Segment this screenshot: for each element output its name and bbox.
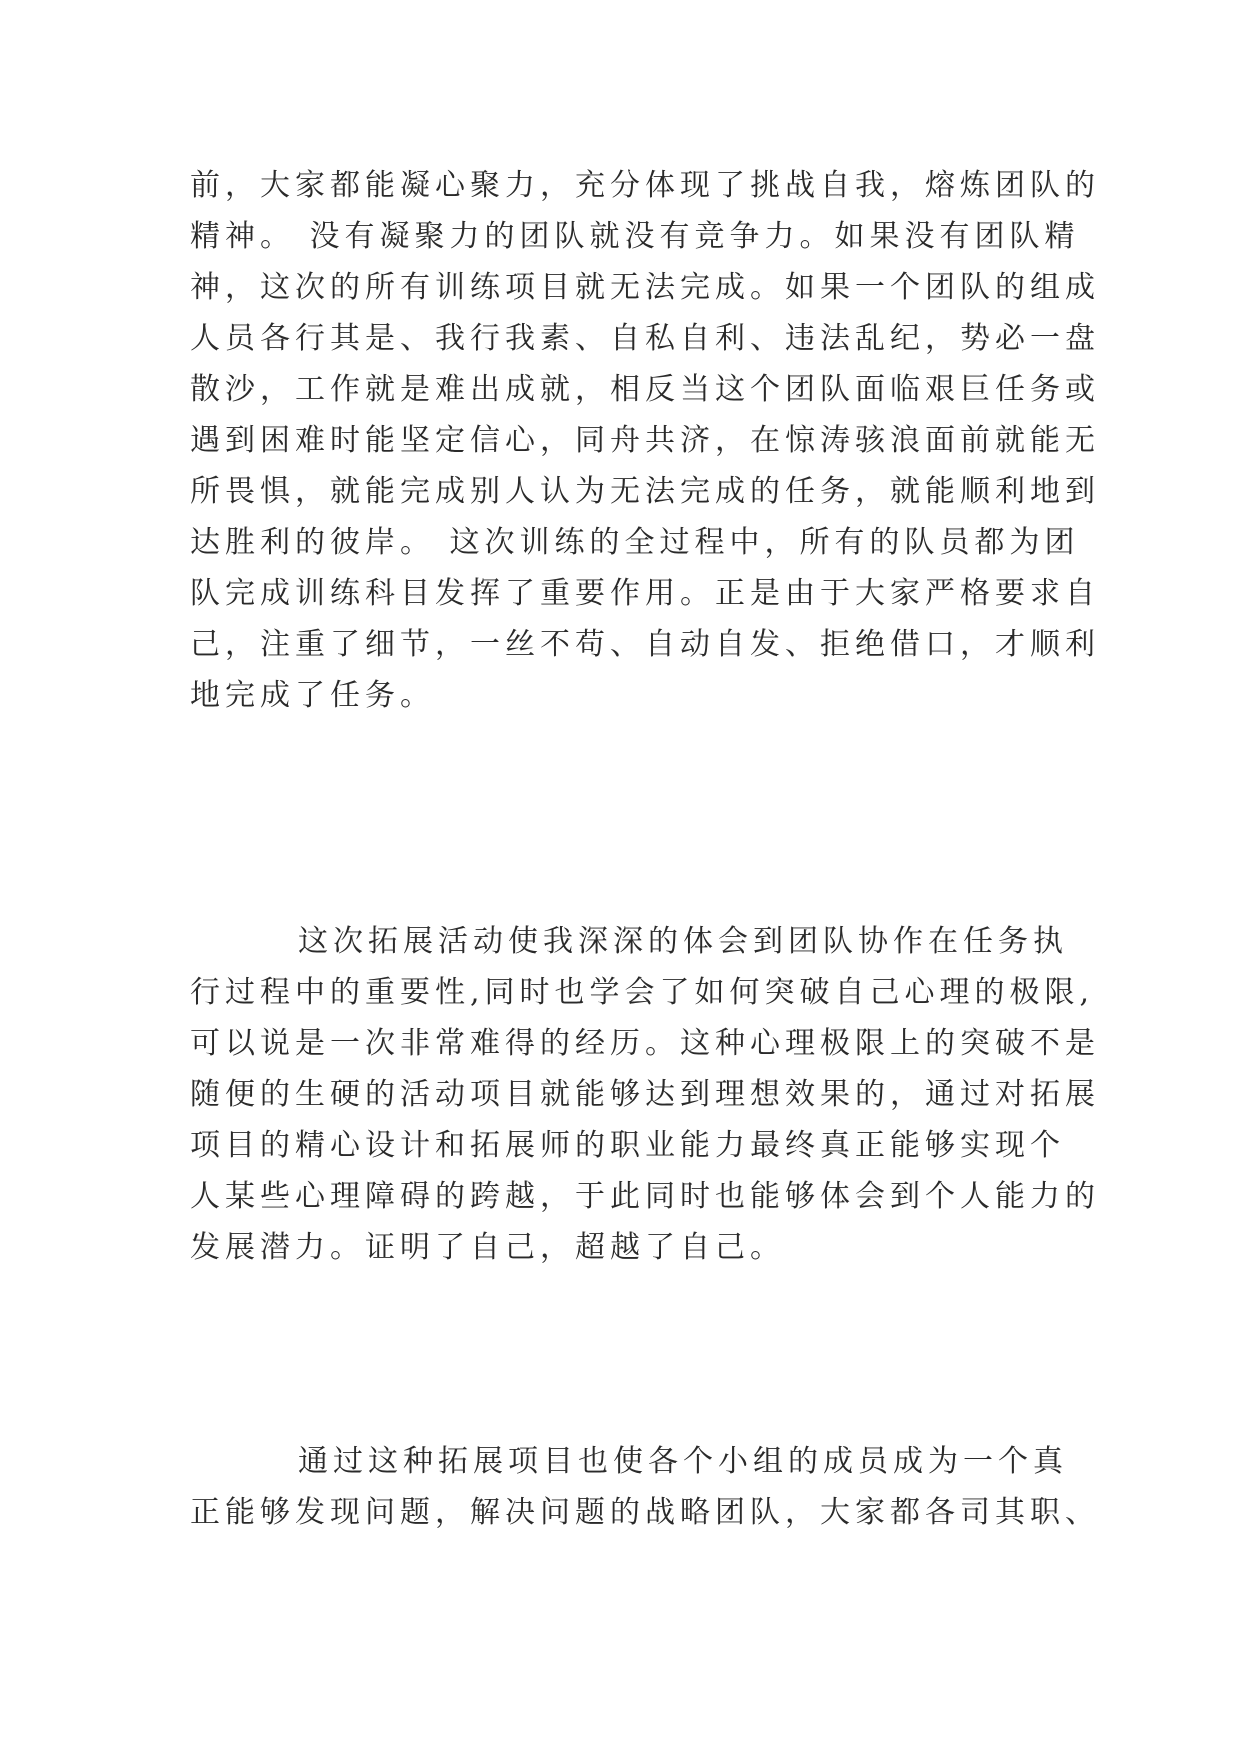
text-line: 地完成了任务。 — [190, 678, 435, 713]
text-line: 项目的精心设计和拓展师的职业能力最终真正能够实现个 — [190, 1128, 1065, 1163]
text-line: 人某些心理障碍的跨越，于此同时也能够体会到个人能力的 — [190, 1179, 1100, 1214]
paragraph-expansion-activity — [190, 916, 1100, 1273]
text-line: 所畏惧，就能完成别人认为无法完成的任务，就能顺利地到 — [190, 474, 1100, 509]
text-line: 散沙，工作就是难出成就，相反当这个团队面临艰巨任务或 — [190, 372, 1100, 407]
text-line: 精神。 没有凝聚力的团队就没有竞争力。如果没有团队精 — [190, 219, 1080, 254]
text-line: 己，注重了细节，一丝不苟、自动自发、拒绝借口，才顺利 — [190, 627, 1100, 662]
text-line: 通过这种拓展项目也使各个小组的成员成为一个真 — [298, 1444, 1068, 1479]
text-line: 随便的生硬的活动项目就能够达到理想效果的，通过对拓展 — [190, 1077, 1100, 1112]
text-line: 神，这次的所有训练项目就无法完成。如果一个团队的组成 — [190, 270, 1100, 305]
text-line: 人员各行其是、我行我素、自私自利、违法乱纪，势必一盘 — [190, 321, 1100, 356]
paragraph-teamwork-cohesion — [190, 160, 1100, 721]
text-line: 发展潜力。证明了自己，超越了自己。 — [190, 1230, 785, 1265]
paragraph-strategic-team — [190, 1436, 1100, 1538]
text-line: 正能够发现问题，解决问题的战略团队，大家都各司其职、 — [190, 1495, 1100, 1530]
text-line: 前，大家都能凝心聚力，充分体现了挑战自我，熔炼团队的 — [190, 168, 1100, 203]
text-line: 队完成训练科目发挥了重要作用。正是由于大家严格要求自 — [190, 576, 1100, 611]
text-line: 遇到困难时能坚定信心，同舟共济，在惊涛骇浪面前就能无 — [190, 423, 1100, 458]
text-line: 达胜利的彼岸。 这次训练的全过程中，所有的队员都为团 — [190, 525, 1080, 560]
text-line: 行过程中的重要性,同时也学会了如何突破自己心理的极限, — [190, 975, 1095, 1010]
text-line: 可以说是一次非常难得的经历。这种心理极限上的突破不是 — [190, 1026, 1100, 1061]
text-line: 这次拓展活动使我深深的体会到团队协作在任务执 — [298, 924, 1068, 959]
